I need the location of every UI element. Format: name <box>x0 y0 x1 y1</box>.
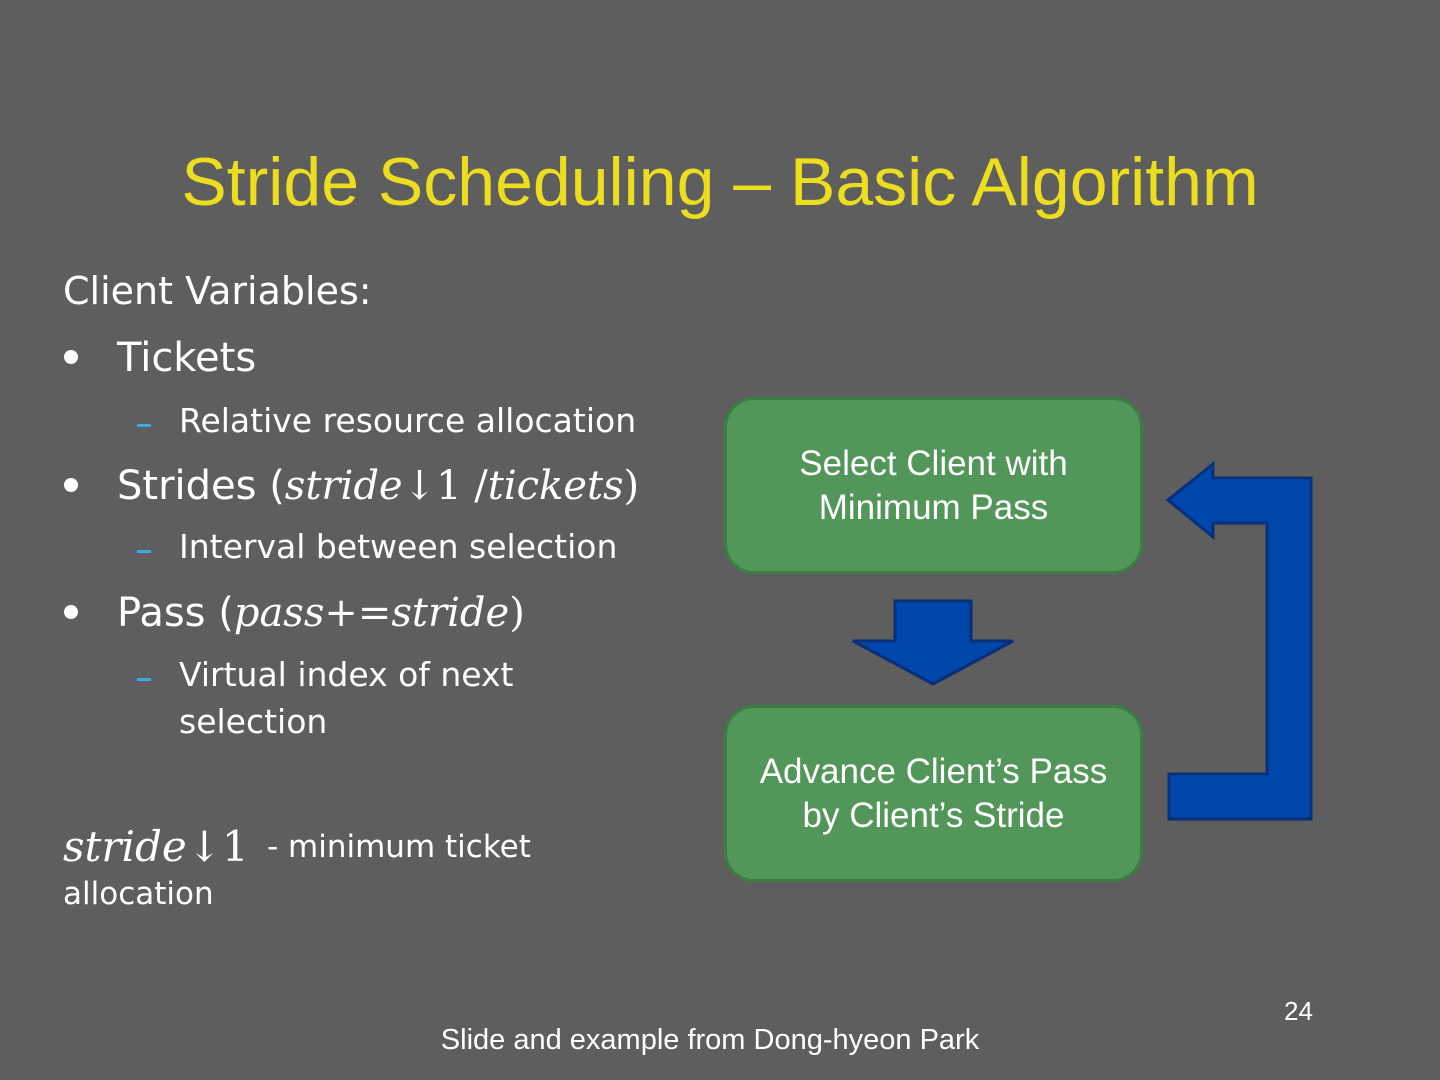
box-advance-pass <box>724 705 1143 882</box>
formula-subscript-arrow: ↓ <box>402 463 437 509</box>
formula-tickets: tickets <box>487 463 624 509</box>
note-formula-arrow: ↓ <box>186 822 222 871</box>
note-text-line2: allocation <box>63 876 214 912</box>
formula-divide: / <box>461 463 488 509</box>
down-arrow <box>853 601 1013 684</box>
note-formula-one: 1 <box>221 822 249 871</box>
formula-stride: stride <box>391 590 510 636</box>
formula-plus-equals: += <box>324 590 392 636</box>
box-select-client-label: Select Client with Minimum Pass <box>799 443 1068 527</box>
loop-back-arrow <box>1168 464 1311 819</box>
slide-title: Stride Scheduling – Basic Algorithm <box>181 144 1259 220</box>
bullet-tickets: Tickets <box>117 335 257 381</box>
formula-pass: pass <box>233 590 325 636</box>
intro-heading: Client Variables: <box>63 269 372 313</box>
formula-stride: stride <box>284 463 403 509</box>
footer-credit: Slide and example from Dong-hyeon Park <box>440 1024 980 1056</box>
sub-pass-line1: Virtual index of next <box>179 655 514 694</box>
note-text-line1: - minimum ticket <box>267 829 531 865</box>
note-formula-stride: stride <box>63 822 187 871</box>
bullet-strides-label: Strides ( <box>117 463 285 509</box>
formula-one: 1 <box>436 463 462 509</box>
formula-close-paren: ) <box>509 590 525 636</box>
sub-tickets: Relative resource allocation <box>179 401 637 440</box>
page-number: 24 <box>1284 996 1313 1026</box>
sub-pass-line2: selection <box>179 702 328 741</box>
bullet-pass-label: Pass ( <box>117 590 234 636</box>
box-advance-pass-label: Advance Client’s Pass by Client’s Stride <box>759 751 1108 835</box>
formula-close-paren: ) <box>623 463 640 509</box>
sub-strides: Interval between selection <box>179 527 618 566</box>
box-select-client <box>724 397 1143 574</box>
